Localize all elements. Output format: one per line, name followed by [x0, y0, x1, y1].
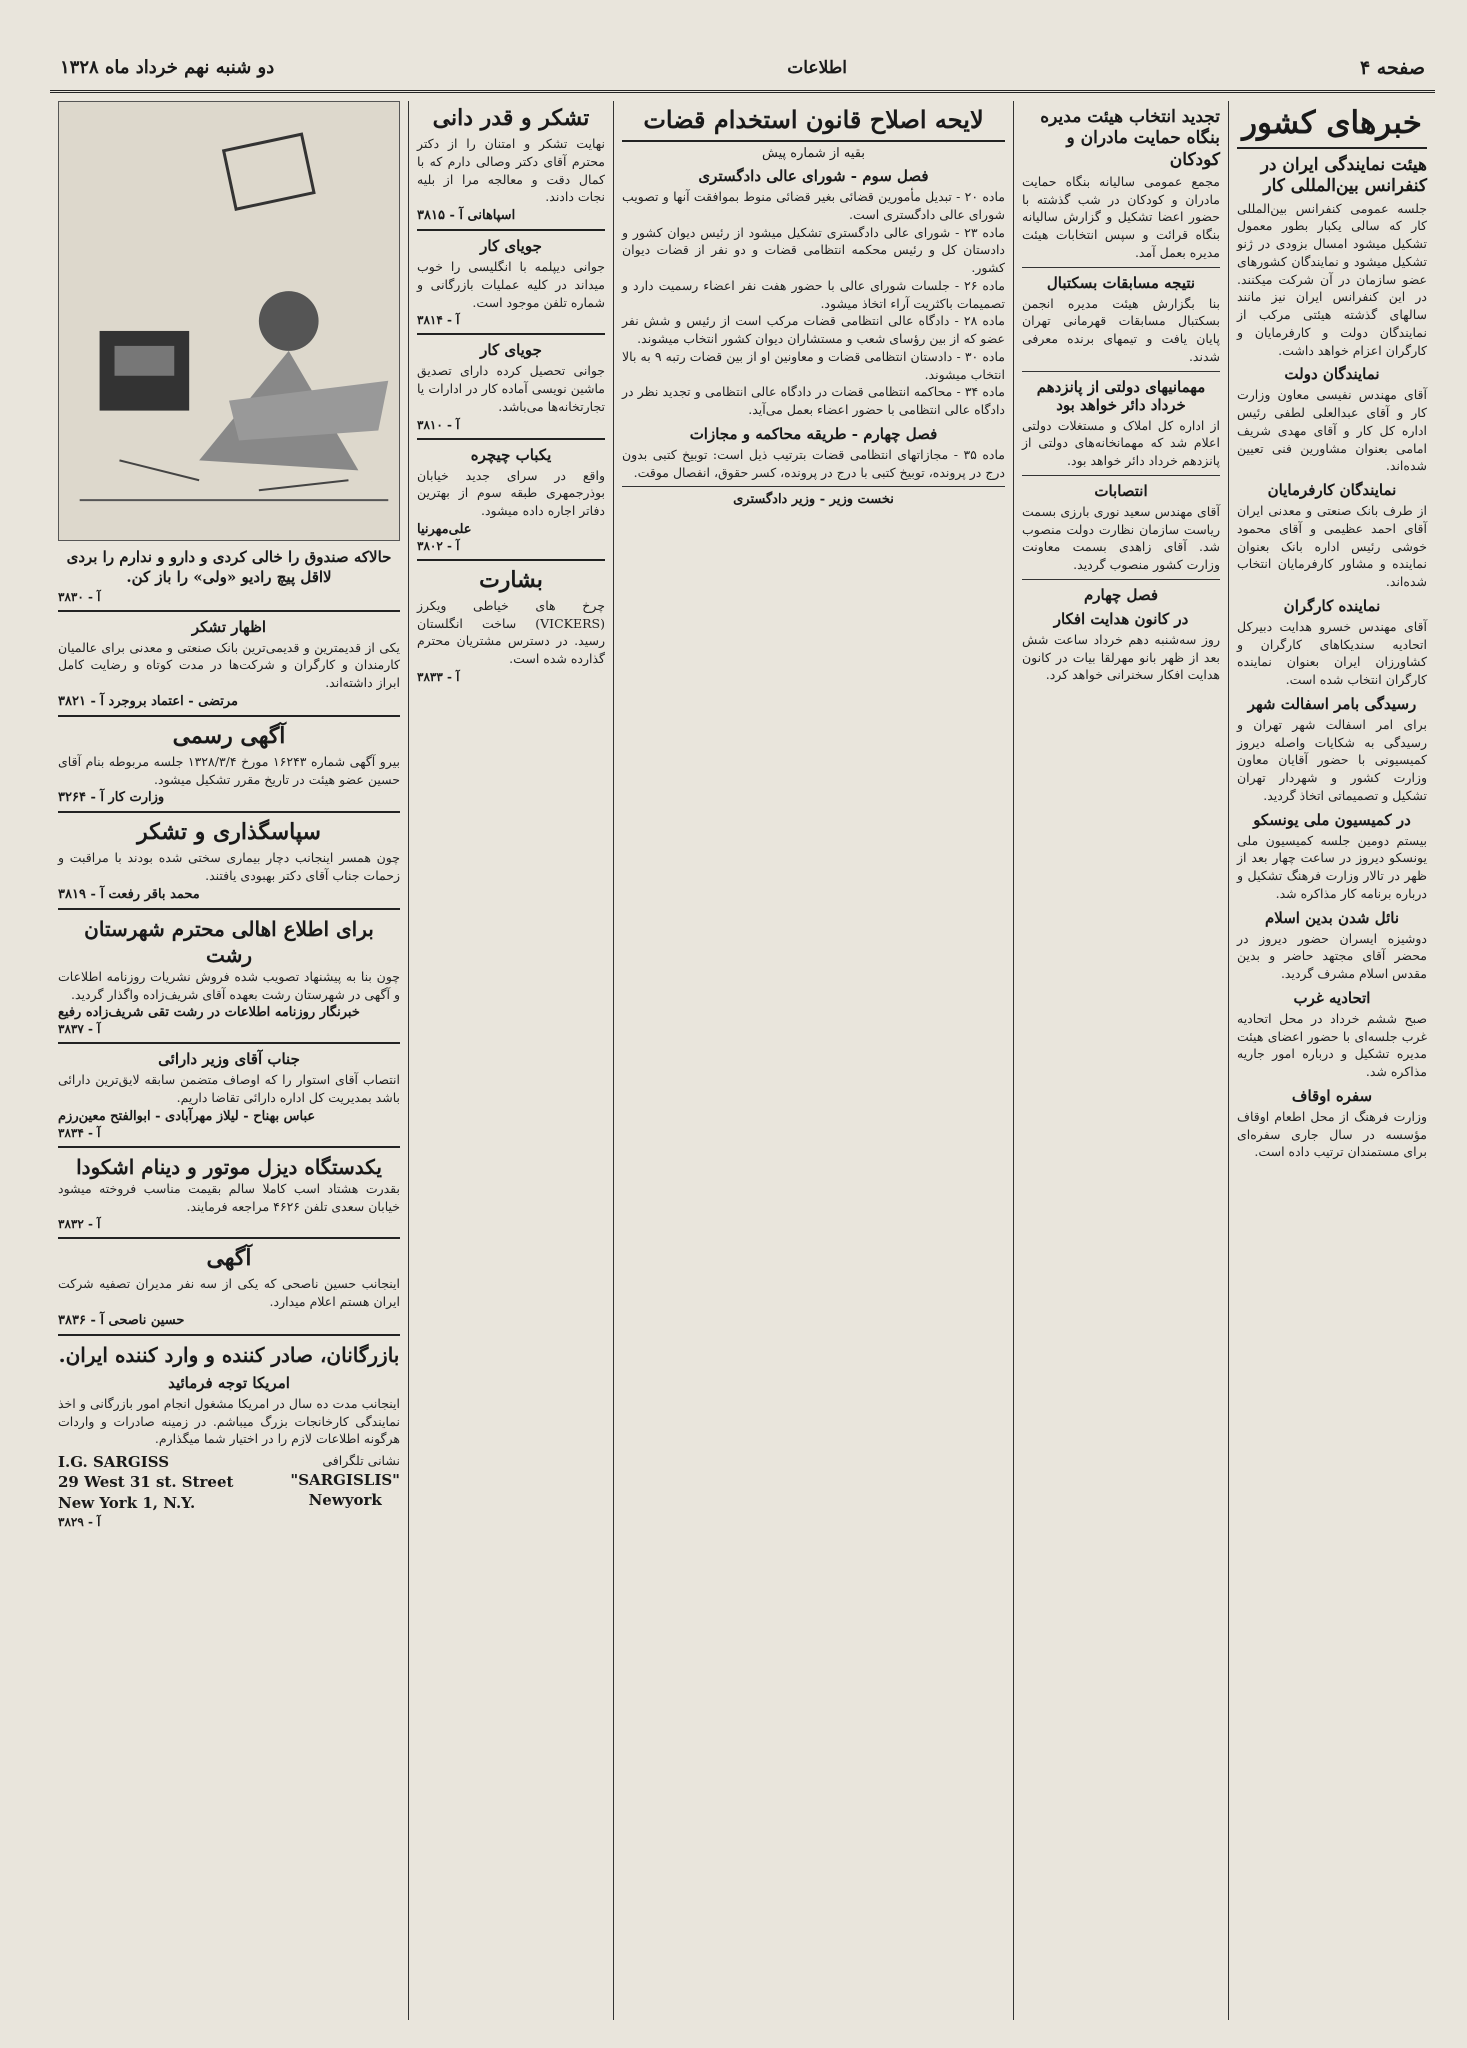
- news-item-body: وزارت فرهنگ از محل اطعام اوقاف مؤسسه در سال جاری سفره‌ای برای مستمندان ترتیب داده است.: [1237, 1108, 1427, 1160]
- ad5-code: آ - ۳۸۳۲: [58, 1217, 101, 1232]
- ad1-body: بیرو آگهی شماره ۱۶۲۴۳ مورخ ۱۳۲۸/۳/۴ جلسه مربوطه بنام آقای حسین عضو هیئت در تاریخ مقرر تشکیل میشود.: [58, 753, 400, 787]
- thanks-box-body: نهایت تشکر و امتنان را از دکتر محترم آقای دکتر وصالی دارم که با کمال دقت و معالجه مرا از بلیه نجات دادند.: [417, 136, 605, 205]
- divider: [417, 559, 605, 561]
- lease-sign: علی‌مهرنیا: [417, 521, 472, 537]
- divider: [58, 715, 400, 717]
- page-header: [50, 45, 1435, 93]
- newspaper-page: [50, 45, 1435, 2020]
- ad5-body: بقدرت هشتاد اسب کاملا سالم بقیمت مناسب فروخته میشود خیابان سعدی تلفن ۴۶۲۶ مراجعه فرمایند.: [58, 1180, 400, 1214]
- job-title: جویای کار: [480, 237, 542, 255]
- job-body: جوانی دیپلمه با انگلیسی را خوب میداند در کلیه عملیات بازرگانی و شماره تلفن موجود است.: [417, 259, 605, 310]
- ad6-code: آ - ۳۸۳۶: [58, 1312, 104, 1328]
- divider: [417, 229, 605, 231]
- address-line: 29 West 31 st. Street: [58, 1473, 234, 1492]
- cable-city: Newyork: [308, 1491, 382, 1509]
- cartoon-code: آ - ۳۸۳۰: [58, 589, 101, 604]
- cartoon-caption: حالاکه صندوق را خالی کردی و دارو و ندارم را بردی لااقل پیچ رادیو «ولی» را باز کن.: [66, 548, 392, 587]
- middle-item-body: روز سه‌شنبه دهم خرداد ساعت شش بعد از ظهر بانو مهرلقا بیات در کانون هدایت افکار سخنرانی خواهد کرد.: [1022, 631, 1220, 683]
- ad3-title: برای اطلاع اهالی محترم شهرستان رشت: [84, 916, 374, 967]
- divider: [58, 811, 400, 813]
- news-item-body: دوشیزه ایسران حضور دیروز در محضر آقای مجتهد حاضر و بدین مقدس اسلام مشرف گردید.: [1237, 930, 1427, 981]
- news-item-body: بیستم دومین جلسه کمیسیون ملی یونسکو دیروز در ساعت چهار بعد از ظهر در تالار وزارت فرهنگ تشکیل و درباره برنامه کار مذاکره شد.: [1237, 832, 1427, 901]
- law-subtitle: بقیه از شماره پیش: [762, 146, 865, 161]
- divider: [58, 908, 400, 910]
- ad2-code: آ - ۳۸۱۹: [58, 886, 104, 902]
- law-column: [613, 101, 1013, 2020]
- lease-title: یکباب چیچره: [470, 445, 552, 464]
- divider: [417, 438, 605, 440]
- divider: [1022, 371, 1220, 372]
- page-number: صفحه ۴: [1359, 56, 1425, 79]
- ad2-sign: [58, 887, 400, 902]
- law-section-body: ماده ۲۰ - تبدیل مأمورین قضائی بغیر قضائی منوط بموافقت آنها و تصویب شورای عالی دادگستری است.: [622, 189, 1006, 222]
- thanks-sign: [58, 694, 400, 709]
- middle-item-title: انتصابات: [1094, 481, 1148, 500]
- job2-title: جویای کار: [480, 341, 542, 360]
- news-item-title: سفره اوقاف: [1291, 1086, 1373, 1105]
- lease-body: واقع در سرای جدید خیابان بوذرجمهری طبقه سوم از بهترین دفاتر اجاره داده میشود.: [417, 467, 605, 518]
- vickers-code: آ - ۳۸۳۳: [417, 669, 460, 684]
- ad6-sign: [58, 1313, 400, 1328]
- law-section-body: ماده ۲۶ - جلسات شورای عالی با حضور هفت نفر اعضاء رسمیت دارد و تصمیمات باکثریت آراء اتخاذ میشود.: [622, 277, 1005, 311]
- ad4-title: جناب آقای وزیر دارائی: [158, 1050, 300, 1069]
- ad7-body: اینجانب مدت ده سال در امریکا مشغول انجام امور بازرگانی و اخذ نمایندگی کارخانجات بزرگ میباشم. در زمینه صادرات و واردات هرگونه اطلاعات لازم را در اختیار شما میگذارم.: [58, 1395, 400, 1447]
- issue-date: دو شنبه نهم خرداد ماه ۱۳۲۸: [60, 57, 275, 78]
- masthead: اطلاعات: [787, 57, 847, 78]
- divider: [1022, 267, 1220, 268]
- cartoon-illustration: [58, 101, 400, 541]
- ad1-sign: [58, 790, 400, 805]
- ad5-title: یکدستگاه دیزل موتور و دینام اشکودا: [76, 1154, 382, 1179]
- ad1-signer: وزارت کار: [108, 790, 165, 806]
- ad7-cable: [290, 1452, 400, 1513]
- ad3-body: چون بنا به پیشنهاد تصویب شده فروش نشریات روزنامه اطلاعات و آگهی در شهرستان رشت بعهده آقای شریف‌زاده واگذار گردید.: [58, 968, 400, 1002]
- news-item-body: برای امر اسفالت شهر تهران و رسیدگی به شکایات واصله دیروز کمیسیونی با حضور آقایان معاون وزارت کشور و شهردار تهران تشکیل و تصمیماتی اتخاذ گردید.: [1237, 716, 1427, 803]
- news-item-title: نماینده کارگران: [1283, 596, 1381, 615]
- ad7-code: آ - ۳۸۲۹: [58, 1514, 101, 1529]
- news-item-title: اتحادیه غرب: [1293, 988, 1371, 1007]
- law-section-title: فصل سوم - شورای عالی دادگستری: [698, 167, 929, 185]
- middle-item-body: از اداره کل املاک و مستغلات دولتی اعلام شد که مهمانخانه‌های دولتی از پانزدهم خرداد دائر خواهد بود.: [1022, 417, 1220, 468]
- law-section-title: فصل چهارم - طریقه محاکمه و مجازات: [689, 424, 938, 443]
- ad7-contact: [58, 1452, 400, 1513]
- news-item-body: آقای مهندس خسرو هدایت دبیرکل اتحادیه سندیکاهای کارگران و کشاورزان ایران بعنوان نماینده کارگران انتخاب شده است.: [1237, 618, 1427, 687]
- ad2-signer: محمد باقر رفعت: [108, 886, 200, 902]
- cable-label: نشانی تلگرافی: [322, 1453, 400, 1468]
- middle-item-title: تجدید انتخاب هیئت مدیره بنگاه حمایت مادران و کودکان: [1040, 107, 1220, 170]
- ad1-title: آگهی رسمی: [172, 722, 286, 749]
- thanks-title: اظهار تشکر: [191, 617, 267, 636]
- law-section-body: ماده ۲۸ - دادگاه عالی انتظامی قضات مرکب است از رئیس و شش نفر عضو که از بین رؤسای شعب و مستشاران دیوان کشور انتخاب میشوند.: [622, 313, 1006, 346]
- divider: [58, 1042, 400, 1044]
- news-item-title: در کمیسیون ملی یونسکو: [1253, 810, 1411, 829]
- ad4-code: آ - ۳۸۳۴: [58, 1125, 101, 1140]
- left-column: [50, 101, 408, 2020]
- news-item-title: نمایندگان دولت: [1284, 365, 1380, 384]
- ad2-body: چون همسر اینجانب دچار بیماری سختی شده بودند با مراقبت و زحمات جناب آقای دکتر بهبودی یافتند.: [58, 850, 400, 883]
- thanks-box-signer: اسپاهانی: [467, 208, 516, 223]
- middle-item-title: فصل چهارم: [1083, 585, 1159, 604]
- law-signature: نخست وزیر - وزیر دادگستری: [733, 492, 894, 508]
- ad3-sign: خبرنگار روزنامه اطلاعات در رشت تقی شریف‌زاده رفیع: [58, 1005, 360, 1021]
- news-item-body: از طرف بانک صنعتی و معدنی ایران آقای احمد عظیمی و آقای محمود خوشی رئیس اداره بانک بعنوان نماینده و مشاور کارفرمایان انتخاب شده‌اند.: [1237, 503, 1427, 589]
- thanks-body: یکی از قدیمترین و قدیمی‌ترین بانک صنعتی و معدنی برای عالمیان کارمندان و کارگران و شرکت‌ها در مدت کوتاه و رضایت کامل ابراز داشته‌اند.: [58, 639, 400, 690]
- news-item-title: نائل شدن بدین اسلام: [1264, 908, 1400, 927]
- middle-item-body: بنا بگزارش هیئت مدیره انجمن بسکتبال مسابقات قهرمانی تهران پایان یافت و تیمهای برنده معرفی شدند.: [1022, 295, 1220, 364]
- news-item-title: هیئت نمایندگی ایران در کنفرانس بین‌المللی کار: [1260, 155, 1427, 197]
- middle-item-title: مهمانیهای دولتی از پانزدهم خرداد دائر خواهد بود: [1036, 377, 1206, 414]
- job-code: آ - ۳۸۱۴: [417, 313, 460, 328]
- news-column: [1228, 101, 1435, 2020]
- law-section-body: ماده ۳۰ - دادستان انتظامی قضات و معاونین او از بین قضات رتبه ۹ به بالا انتخاب میشوند.: [622, 348, 1006, 382]
- divider: [58, 610, 400, 612]
- ad4-body: انتصاب آقای استوار را که اوصاف متضمن سابقه لایق‌ترین دارائی باشد بمدیریت کل اداره دارائی تقاضا داریم.: [58, 1072, 400, 1105]
- ad2-title: سپاسگذاری و تشکر: [137, 819, 321, 846]
- thanks-box-sign: [417, 208, 605, 223]
- news-banner: خبرهای کشور: [1237, 101, 1427, 149]
- divider: [417, 333, 605, 335]
- middle-news-column: [1013, 101, 1228, 2020]
- job2-body: جوانی تحصیل کرده دارای تصدیق ماشین نویسی آماده کار در ادارات یا تجارتخانه‌ها می‌باشد.: [417, 363, 605, 414]
- job2-code: آ - ۳۸۱۰: [417, 417, 460, 432]
- ad6-body: اینجانب حسین ناصحی که یکی از سه نفر مدیران تصفیه شرکت ایران هستم اعلام میدارد.: [58, 1276, 400, 1309]
- divider: [58, 1334, 400, 1336]
- middle-item-title: نتیجه مسابقات بسکتبال: [1046, 273, 1196, 292]
- law-section-body: ماده ۳۵ - مجازاتهای انتظامی قضات بترتیب ذیل است: توبیخ کتبی بدون درج در پرونده، توبیخ کتبی با درج در پرونده، کسر حقوق، انفصال موقت.: [622, 446, 1005, 480]
- ad3-code: آ - ۳۸۳۷: [58, 1022, 101, 1037]
- middle-item-title: در کانون هدایت افکار: [1053, 609, 1189, 628]
- ad1-code: آ - ۳۲۶۴: [58, 790, 104, 806]
- law-section-body: ماده ۳۴ - محاکمه انتظامی قضات در دادگاه عالی انتظامی و تجدید نظر در دادگاه عالی انتظامی با حضور اعضاء بعمل می‌آید.: [622, 384, 1005, 417]
- divider: [1022, 579, 1220, 580]
- law-banner: لایحه اصلاح قانون استخدام قضات: [622, 101, 1005, 142]
- cartoon-drawing: [59, 102, 399, 540]
- law-section-body: ماده ۲۳ - شورای عالی دادگستری تشکیل میشود از رئیس دیوان کشور و دادستان کل و رئیس محکمه انتظامی قضات و دو نفر از قضات دیوان کشور.: [622, 224, 1006, 275]
- ad4-sign: عباس بهناح - لیلاز مهرآبادی - ابوالفتح معین‌رزم: [58, 1108, 316, 1124]
- divider: [1022, 475, 1220, 476]
- news-item-title: نمایندگان کارفرمایان: [1267, 481, 1397, 499]
- address-line: New York 1, N.Y.: [58, 1493, 196, 1512]
- ad7-address: [58, 1452, 233, 1513]
- ad6-signer: حسین ناصحی: [108, 1312, 185, 1328]
- news-item-body: جلسه عمومی کنفرانس بین‌المللی کار که سالی یکبار بطور معمول تشکیل میشود امسال بزودی در ژنو تشکیل میشود و نمایندگان کشورهای عضو سازمان در آن شرکت میکنند. در این کنفرانس ایران نیز مانند سالهای گذشته هیئتی مرکب از نمایندگان دولت و کارفرمایان و کارگران اعزام خواهد داشت.: [1237, 200, 1427, 358]
- thanks-code: آ - ۳۸۲۱: [58, 693, 104, 709]
- divider: [58, 1146, 400, 1148]
- middle-item-body: مجمع عمومی سالیانه بنگاه حمایت مادران و کودکان در شب گذشته با حضور اعضا تشکیل و گزارش سالیانه بنگاه قرائت و سپس انتخابات هیئت مدیره بعمل آمد.: [1022, 173, 1220, 260]
- news-item-body: آقای مهندس نفیسی معاون وزارت کار و آقای عبدالعلی لطفی رئیس اداره کل کار و آقای مهدی شریف امامی بعنوان مشاورین فنی تعیین شده‌اند.: [1237, 387, 1427, 474]
- thanks-box-code: آ - ۳۸۱۵: [417, 208, 463, 223]
- address-line: I.G. SARGISS: [58, 1453, 170, 1471]
- vickers-body: چرخ های خیاطی ویکرز (VICKERS) ساخت انگلستان رسید. در دسترس مشتریان محترم گذارده شده است.: [417, 597, 605, 666]
- ads-column: [408, 101, 613, 2020]
- vickers-title: بشارت: [479, 566, 543, 593]
- divider: [58, 1237, 400, 1239]
- middle-item-body: آقای مهندس سعید نوری بارزی بسمت ریاست سازمان نظارت دولت منصوب شد. آقای زاهدی بسمت معاونت وزارت کشور منصوب گردید.: [1022, 503, 1220, 572]
- news-item-title: رسیدگی بامر اسفالت شهر: [1247, 694, 1417, 713]
- news-item-body: صبح ششم خرداد در محل اتحادیه غرب جلسه‌ای با حضور اعضای هیئت مدیره تشکیل و درباره امور جاریه مذاکره شد.: [1237, 1010, 1427, 1079]
- ad7-subtitle: امریکا توجه فرمائید: [168, 1373, 290, 1392]
- lease-code: آ - ۳۸۰۲: [417, 538, 460, 553]
- columns: [50, 101, 1435, 2020]
- cable-value: "SARGISLIS": [290, 1470, 400, 1489]
- thanks-box-title: تشکر و قدر دانی: [432, 105, 590, 131]
- ad6-title: آگهی: [206, 1245, 252, 1272]
- thanks-signer: مرتضی - اعتماد بروجرد: [108, 693, 238, 709]
- ad7-title: بازرگانان، صادر کننده و وارد کننده ایران.: [58, 1342, 400, 1367]
- divider: [622, 486, 1005, 487]
